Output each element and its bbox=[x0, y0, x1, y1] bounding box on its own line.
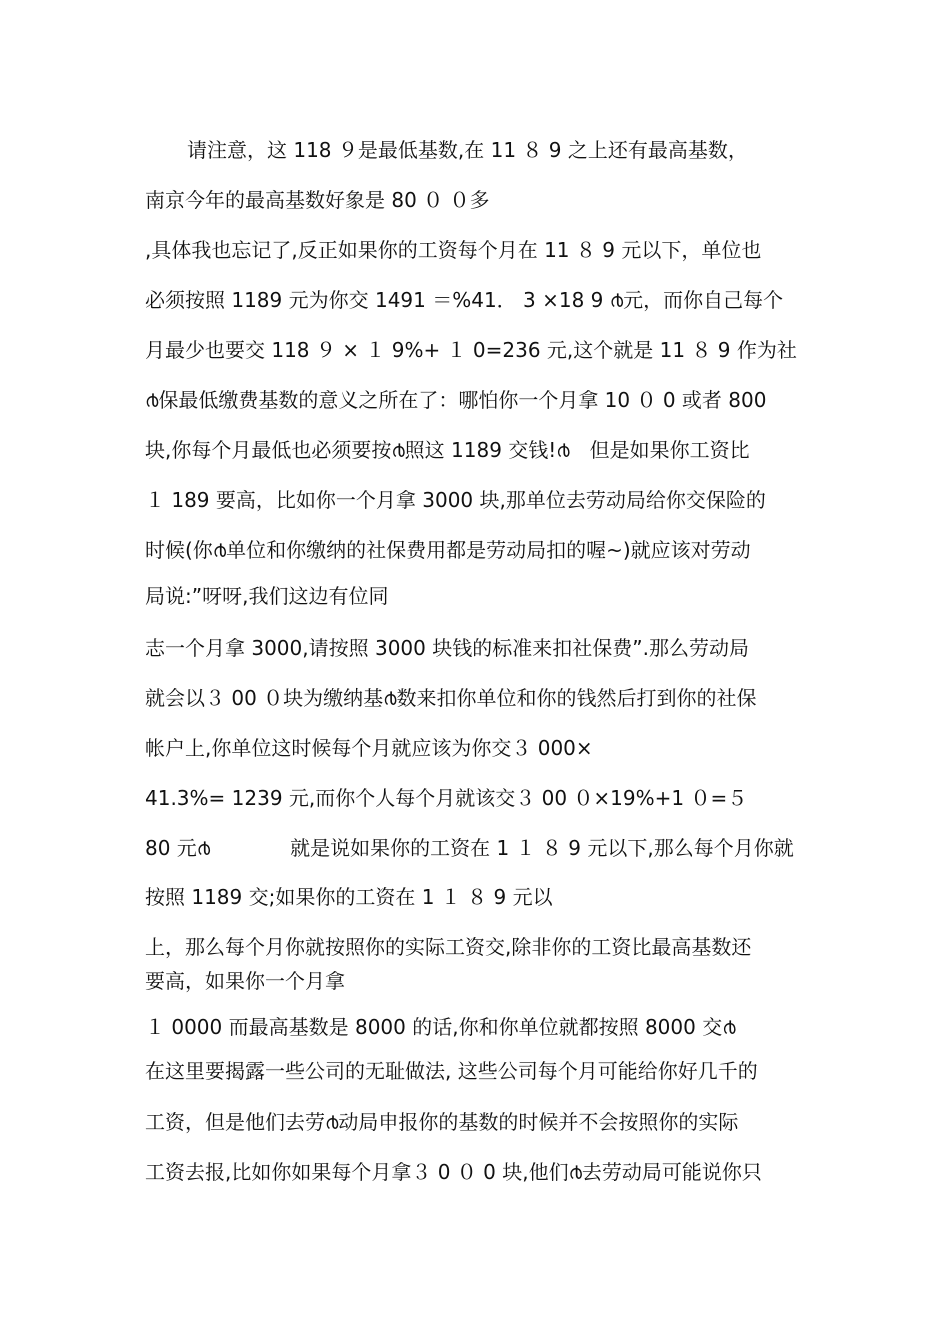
text-line-20: 在这里要揭露一些公司的无耻做法, 这些公司每个月可能给你好几千的 bbox=[145, 1059, 758, 1083]
text-line-3: ,具体我也忘记了,反正如果你的工资每个月在 11 ８ 9 元以下，单位也 bbox=[145, 238, 762, 262]
text-line-14: 41.3%= 1239 元,而你个人每个月就该交３ 00 ０×19%+1 ０=５ bbox=[145, 786, 748, 810]
text-line-2: 南京今年的最高基数好象是 80 ０ ０多 bbox=[145, 188, 490, 212]
text-line-11: 志一个月拿 3000,请按照 3000 块钱的标准来扣社保费”.那么劳动局 bbox=[145, 636, 749, 660]
text-line-4: 必须按照 1189 元为你交 1491 ＝%41． 3 ×18 9 ൪元，而你自己每个 bbox=[145, 288, 784, 312]
text-line-9: 时候(你൪单位和你缴纳的社保费用都是劳动局扣的喔~)就应该对劳动 bbox=[145, 538, 751, 562]
text-line-16: 按照 1189 交;如果你的工资在 1 １ ８ 9 元以 bbox=[145, 885, 553, 909]
text-line-1: 请注意，这 118 ９是最低基数,在 11 ８ 9 之上还有最高基数， bbox=[187, 138, 748, 162]
text-line-22: 工资去报,比如你如果每个月拿３ 0 ０ 0 块,他们൪去劳动局可能说你只 bbox=[145, 1160, 762, 1184]
text-line-21: 工资，但是他们去劳൪动局申报你的基数的时候并不会按照你的实际 bbox=[145, 1110, 739, 1134]
text-line-13: 帐户上,你单位这时候每个月就应该为你交３ 000× bbox=[145, 736, 593, 760]
text-line-19: １ 0000 而最高基数是 8000 的话,你和你单位就都按照 8000 交൪ bbox=[145, 1015, 736, 1039]
text-line-5: 月最少也要交 118 ９ × １ 9%+ １ 0=236 元,这个就是 11 ８ 9 作为社 bbox=[145, 338, 797, 362]
text-line-10: 局说:”呀呀,我们这边有位同 bbox=[145, 584, 389, 608]
text-line-17: 上，那么每个月你就按照你的实际工资交,除非你的工资比最高基数还 bbox=[145, 935, 752, 959]
text-line-7: 块,你每个月最低也必须要按൪照这 1189 交钱!൪ 但是如果你工资比 bbox=[145, 438, 750, 462]
text-line-15: 80 元൪ 就是说如果你的工资在 1 １ ８ 9 元以下,那么每个月你就 bbox=[145, 836, 794, 860]
text-line-6: ൪保最低缴费基数的意义之所在了：哪怕你一个月拿 10 ０ 0 或者 800 bbox=[145, 388, 767, 412]
text-line-18: 要高，如果你一个月拿 bbox=[145, 969, 345, 993]
text-line-8: １ 189 要高，比如你一个月拿 3000 块,那单位去劳动局给你交保险的 bbox=[145, 488, 766, 512]
text-line-12: 就会以３ 00 ０块为缴纳基൪数来扣你单位和你的钱然后打到你的社保 bbox=[145, 686, 757, 710]
